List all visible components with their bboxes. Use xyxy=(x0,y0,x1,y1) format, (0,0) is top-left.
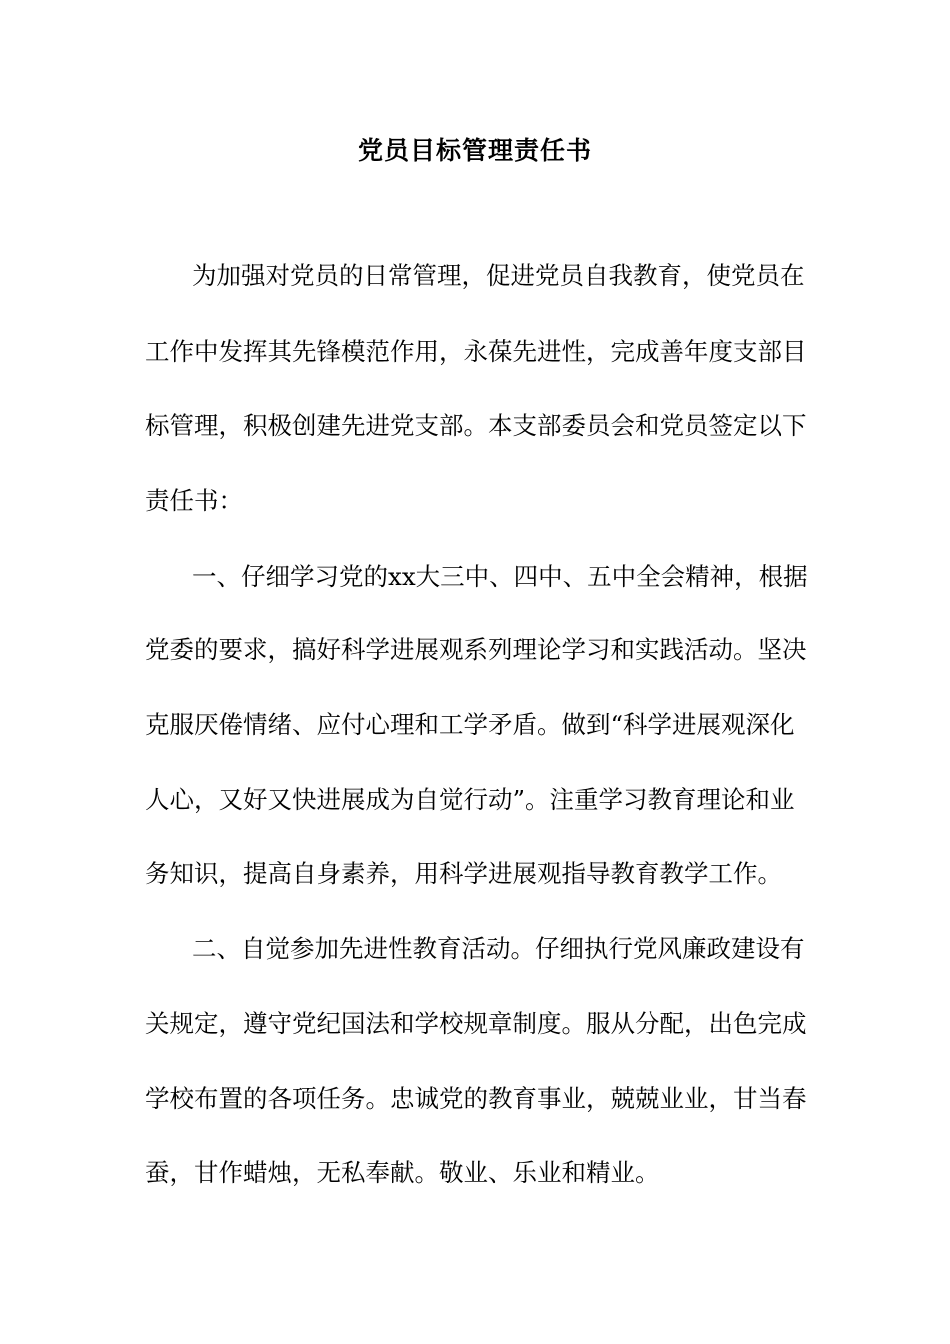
paragraph-1-line-3: 标管理，积极创建先进党支部。本支部委员会和党员签定以下 xyxy=(145,411,807,440)
paragraph-3-line-2: 关规定，遵守党纪国法和学校规章制度。服从分配，出色完成 xyxy=(145,1009,807,1038)
paragraph-2-line-4: 人心，又好又快进展成为自觉行动”。注重学习教育理论和业 xyxy=(145,785,795,814)
paragraph-2-line-3: 克服厌倦情绪、应付心理和工学矛盾。做到“科学进展观深化 xyxy=(145,710,795,739)
document-title: 党员目标管理责任书 xyxy=(357,136,592,165)
paragraph-2-line-2: 党委的要求，搞好科学进展观系列理论学习和实践活动。坚决 xyxy=(145,635,807,664)
paragraph-2-line-1: 一、仔细学习党的xx大三中、四中、五中全会精神，根据 xyxy=(192,562,808,591)
paragraph-2-line-5: 务知识，提高自身素养，用科学进展观指导教育教学工作。 xyxy=(145,859,782,888)
paragraph-1-line-2: 工作中发挥其先锋模范作用，永葆先进性，完成善年度支部目 xyxy=(145,337,807,366)
paragraph-3-line-4: 蚕，甘作蜡烛，无私奉献。敬业、乐业和精业。 xyxy=(145,1158,660,1187)
paragraph-1-line-1: 为加强对党员的日常管理，促进党员自我教育，使党员在 xyxy=(192,261,805,290)
paragraph-3-line-1: 二、自觉参加先进性教育活动。仔细执行党风廉政建设有 xyxy=(192,934,805,963)
paragraph-3-line-3: 学校布置的各项任务。忠诚党的教育事业，兢兢业业，甘当春 xyxy=(145,1084,807,1113)
paragraph-1-line-4: 责任书： xyxy=(145,486,243,515)
